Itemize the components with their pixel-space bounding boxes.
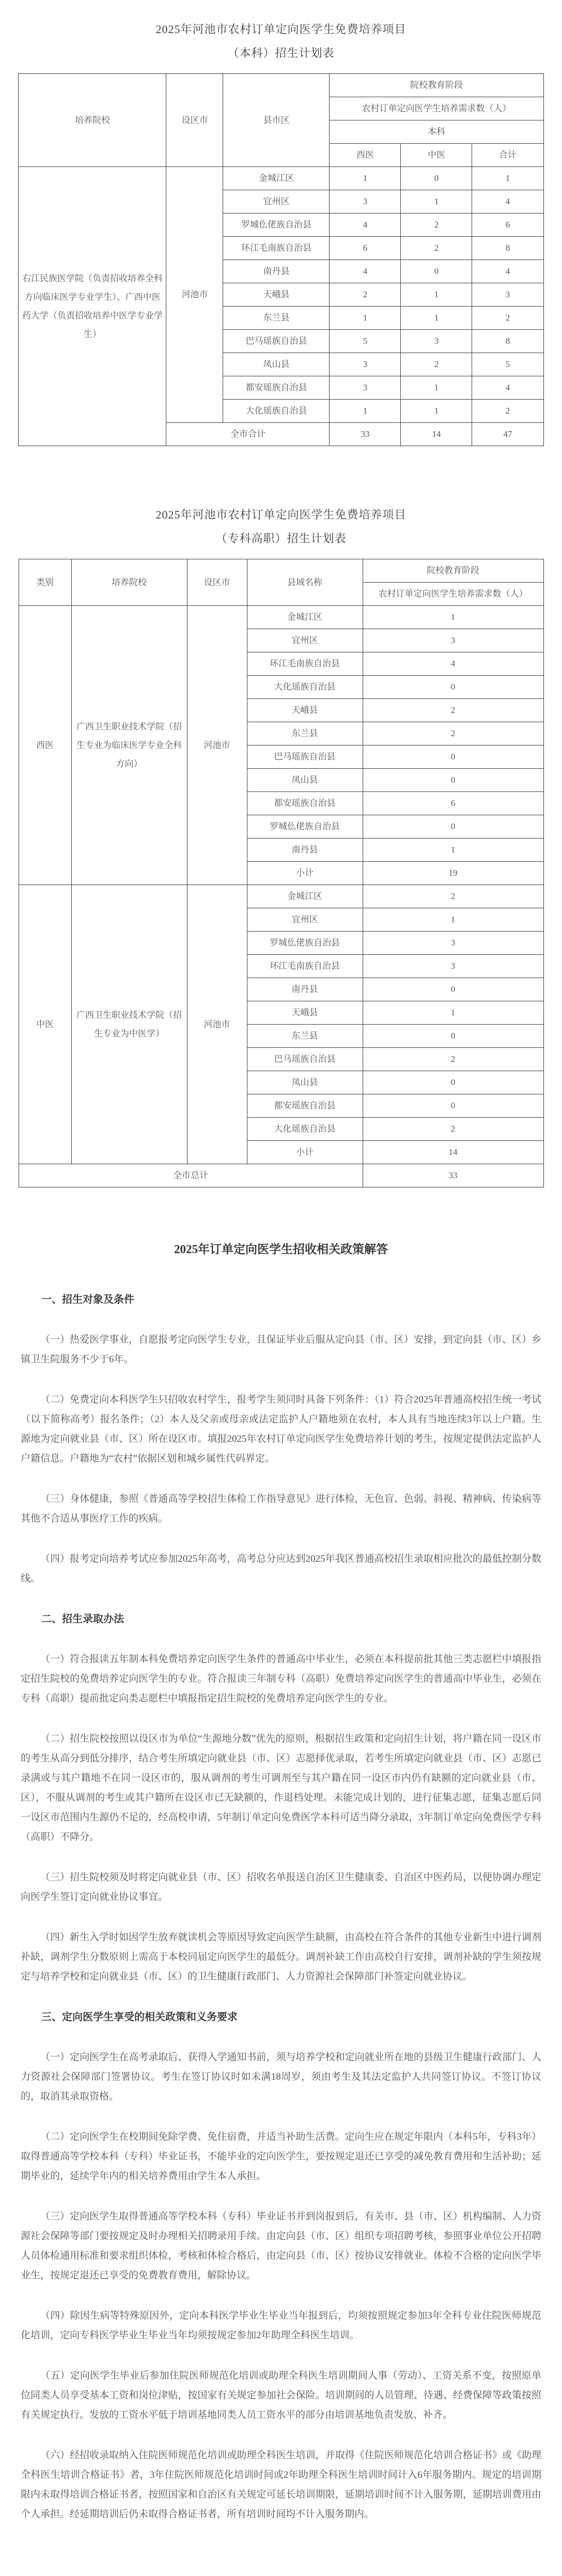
t2-county-cell: 都安瑶族自治县 bbox=[247, 792, 363, 815]
table-row bbox=[19, 885, 543, 908]
t2-header-city: 设区市 bbox=[187, 559, 247, 606]
t2-header-school: 培养院校 bbox=[71, 559, 187, 606]
t1-total-cell: 4 bbox=[472, 260, 543, 283]
t1-tcm-cell: 1 bbox=[401, 190, 472, 214]
table-row bbox=[19, 606, 543, 629]
t2-value-cell: 2 bbox=[363, 885, 543, 908]
t1-header-county: 县市区 bbox=[223, 74, 330, 167]
t2-value-cell: 1 bbox=[363, 839, 543, 862]
t1-tcm-cell: 1 bbox=[401, 307, 472, 330]
t2-value-cell: 0 bbox=[363, 1071, 543, 1094]
policy-paragraph: （一）热爱医学事业，自愿报考定向医学生专业，且保证毕业后服从定向县（市、区）安排，到定向县（市、区）乡镇卫生院服务不少于6年。 bbox=[21, 1334, 541, 1365]
t1-footer-tcm: 14 bbox=[401, 423, 472, 446]
t1-county-cell: 环江毛南族自治县 bbox=[223, 237, 330, 260]
t1-tcm-cell: 0 bbox=[401, 260, 472, 283]
t1-county-cell: 凤山县 bbox=[223, 353, 330, 376]
t1-header-city: 设区市 bbox=[166, 74, 223, 167]
t1-footer-label: 全市合计 bbox=[166, 423, 330, 446]
table1-title-line2: （本科）招生计划表 bbox=[227, 47, 335, 59]
policy-paragraph: （二）免费定向本科医学生只招收农村学生，报考学生须同时具备下列条件：（1）符合2025年普通高校招生统一考试（以下简称高考）报名条件；（2）本人及父亲或母亲或法定监护人户籍地须在农村，本人具有当地连续3年以上户籍。生源地为定向就业县（市、区）所在设区市。填报2025年农村订单定向医学生免费培养计划的考生，按规定提供法定监护人户籍信息。户籍地为“农村”依据区划和城乡属性代码界定。 bbox=[21, 1394, 541, 1464]
t2-subtotal-label: 小计 bbox=[247, 862, 363, 885]
t1-west-cell: 6 bbox=[330, 237, 401, 260]
t2-g1-city: 河池市 bbox=[187, 885, 247, 1164]
t2-footer-value: 33 bbox=[363, 1164, 543, 1187]
table1-title-block bbox=[0, 18, 562, 65]
t2-county-cell: 宜州区 bbox=[247, 908, 363, 932]
t1-total-cell: 4 bbox=[472, 190, 543, 214]
t2-county-cell: 凤山县 bbox=[247, 769, 363, 792]
t1-west-cell: 5 bbox=[330, 330, 401, 353]
t1-west-cell: 3 bbox=[330, 376, 401, 400]
t2-county-cell: 天峨县 bbox=[247, 1001, 363, 1025]
t2-value-cell: 1 bbox=[363, 606, 543, 629]
t1-total-cell: 6 bbox=[472, 214, 543, 237]
table2-wrapper bbox=[0, 559, 562, 1187]
t1-county-cell: 大化瑶族自治县 bbox=[223, 400, 330, 423]
t1-header-stage: 院校教育阶段 bbox=[330, 74, 543, 97]
t1-header-demand: 农村订单定向医学生培养需求数（人） bbox=[330, 97, 543, 120]
t1-header-tcm: 中医 bbox=[401, 144, 472, 167]
t1-tcm-cell: 2 bbox=[401, 353, 472, 376]
t2-footer-label: 全市总计 bbox=[19, 1164, 363, 1187]
t2-value-cell: 1 bbox=[363, 1001, 543, 1025]
t2-county-cell: 凤山县 bbox=[247, 1071, 363, 1094]
t1-total-cell: 5 bbox=[472, 353, 543, 376]
table1-title-line1: 2025年河池市农村订单定向医学生免费培养项目 bbox=[155, 23, 407, 36]
t2-county-cell: 环江毛南族自治县 bbox=[247, 652, 363, 676]
t2-g0-city: 河池市 bbox=[187, 606, 247, 885]
policy-paragraph: （一）定向医学生在高考录取后、获得入学通知书前，须与培养学校和定向就业所在地的县级卫生健康行政部门、人力资源社会保障部门签署协议。考生在签订协议时如未满18周岁，须由考生及其法定监护人共同签订协议。不签订协议的，取消其录取资格。 bbox=[21, 2052, 541, 2102]
t1-total-cell: 2 bbox=[472, 400, 543, 423]
t1-west-cell: 4 bbox=[330, 214, 401, 237]
t2-g0-school: 广西卫生职业技术学院（招生专业为临床医学专业全科方向） bbox=[71, 606, 187, 885]
t2-value-cell: 0 bbox=[363, 745, 543, 769]
t2-value-cell: 4 bbox=[363, 652, 543, 676]
t1-tcm-cell: 1 bbox=[401, 283, 472, 307]
t1-county-cell: 金城江区 bbox=[223, 167, 330, 190]
t1-city-cell: 河池市 bbox=[166, 167, 223, 423]
benke-plan-table bbox=[18, 73, 543, 446]
t2-county-cell: 巴马瑶族自治县 bbox=[247, 745, 363, 769]
t2-value-cell: 0 bbox=[363, 1094, 543, 1118]
t2-header-demand: 农村订单定向医学生培养需求数（人） bbox=[363, 583, 543, 606]
t2-subtotal-value: 19 bbox=[363, 862, 543, 885]
t2-county-cell: 东兰县 bbox=[247, 1025, 363, 1048]
t1-county-cell: 东兰县 bbox=[223, 307, 330, 330]
table1-wrapper bbox=[0, 73, 562, 446]
t2-subtotal-value: 14 bbox=[363, 1141, 543, 1164]
t1-total-cell: 3 bbox=[472, 283, 543, 307]
t1-west-cell: 1 bbox=[330, 167, 401, 190]
t2-value-cell: 3 bbox=[363, 932, 543, 955]
t2-county-cell: 宜州区 bbox=[247, 629, 363, 652]
section3-heading: 三、定向医学生享受的相关政策和义务要求 bbox=[41, 2011, 238, 2023]
t2-header-county: 县域名称 bbox=[247, 559, 363, 606]
t1-tcm-cell: 1 bbox=[401, 376, 472, 400]
t2-county-cell: 南丹县 bbox=[247, 978, 363, 1001]
policy-paragraph: （二）招生院校按照以设区市为单位“生源地分数”优先的原则，根据招生政策和定向招生计划，将户籍在同一设区市的考生从高分到低分排序，结合考生所填定向就业县（市、区）志愿择优录取，若考生所填定向就业县（市、区）志愿已录满或与其户籍地不在同一设区市的，服从调剂的考生可调剂至与其户籍在同一设区市内仍有缺额的定向就业县（市、区），不服从调剂的考生或其户籍所在设区市已无缺额的，作退档处理。未能完成计划的，进行征集志愿，征集志愿后同一设区市范围内生源仍不足的，经高校申请，5年制订单定向免费医学本科可适当降分录取，3年制订单定向免费医学专科（高职）不降分。 bbox=[21, 1733, 541, 1842]
policy-paragraph: （六）经招收录取纳入住院医师规范化培训或助理全科医生培训，并取得《住院医师规范化培训合格证书》或《助理全科医生培训合格证书》者，3年住院医师规范化培训时间或2年助理全科医生培训时间计入6年服务期内。规定的培训期限内未取得培训合格证书者，按照国家和自治区有关规定可延长培训期限，延期培训时间不计入服务期，延期培训费用由个人承担。经延期培训后仍未取得合格证书者，所有培训时间均不计入服务期内。 bbox=[21, 2450, 541, 2520]
t2-subtotal-label: 小计 bbox=[247, 1141, 363, 1164]
t1-total-cell: 4 bbox=[472, 376, 543, 400]
t1-total-cell: 8 bbox=[472, 330, 543, 353]
t2-value-cell: 3 bbox=[363, 955, 543, 978]
policy-paragraph: （一）符合报读五年制本科免费培养定向医学生条件的普通高中毕业生，必须在本科提前批其他三类志愿栏中填报指定招生院校的免费培养定向医学生的专业。符合报读三年制专科（高职）免费培养定向医学生的普通高中毕业生，必须在专科（高职）提前批定向类志愿栏中填报指定招生院校的免费培养定向医学生的专业。 bbox=[21, 1654, 541, 1704]
t1-footer-total: 47 bbox=[472, 423, 543, 446]
t1-county-cell: 宜州区 bbox=[223, 190, 330, 214]
t1-footer-west: 33 bbox=[330, 423, 401, 446]
t1-total-cell: 1 bbox=[472, 167, 543, 190]
t2-value-cell: 0 bbox=[363, 815, 543, 839]
section1-heading: 一、招生对象及条件 bbox=[41, 1294, 134, 1305]
table2-title-line2: （专科高职）招生计划表 bbox=[215, 532, 347, 545]
policy-paragraph: （二）定向医学生在校期间免除学费、免住宿费，并适当补助生活费。定向生应在规定年限内（本科5年，专科3年）取得普通高等学校本科（专科）毕业证书，不能毕业的定向医学生，要按规定退还已享受的减免教育费用和生活补助；延期毕业的，延续学年内的相关培养费用由学生本人承担。 bbox=[21, 2131, 541, 2182]
t1-county-cell: 罗城仫佬族自治县 bbox=[223, 214, 330, 237]
policy-paragraph: （五）定向医学生毕业后参加住院医师规范化培训或助理全科医生培训期间人事（劳动）、工资关系不变，按照原单位同类人员享受基本工资和岗位津贴，按国家有关规定参加社会保险。培训期间的人员管理、待遇、经费保障等政策按照有关规定执行。发放的工资水平低于培训基地同类人员工资水平的部分由培训基地负责发放、补齐。 bbox=[21, 2370, 541, 2420]
t1-west-cell: 1 bbox=[330, 400, 401, 423]
t1-total-cell: 2 bbox=[472, 307, 543, 330]
t2-county-cell: 巴马瑶族自治县 bbox=[247, 1048, 363, 1071]
t2-county-cell: 金城江区 bbox=[247, 606, 363, 629]
t2-g1-school: 广西卫生职业技术学院（招生专业为中医学） bbox=[71, 885, 187, 1164]
policy-paragraph: （四）报考定向培养考试应参加2025年高考，高考总分应达到2025年我区普通高校招生录取相应批次的最低控制分数线。 bbox=[21, 1553, 541, 1584]
table-row bbox=[19, 74, 543, 97]
t2-value-cell: 0 bbox=[363, 769, 543, 792]
t2-county-cell: 天峨县 bbox=[247, 699, 363, 722]
t2-g1-category: 中医 bbox=[19, 885, 71, 1164]
policy-paragraph: （四）除因生病等特殊原因外，定向本科医学毕业生毕业当年报到后，均须按照规定参加3年全科专业住院医师规范化培训，定向专科医学毕业生毕业当年均须按规定参加2年助理全科医生培训。 bbox=[21, 2310, 541, 2341]
policy-paragraph: （四）新生入学时如因学生放弃就读机会等原因导致定向医学生缺额，由高校在符合条件的其他专业新生中进行调剂补缺，调剂学生分数原则上需高于本校同届定向医学生的最低分。调剂补缺工作由高校自行安排，调剂补缺的学生须按规定与培养学校和定向就业县（市、区）的卫生健康行政部门、人力资源社会保障部门补签定向就业协议。 bbox=[21, 1932, 541, 1982]
t2-county-cell: 罗城仫佬族自治县 bbox=[247, 932, 363, 955]
t2-value-cell: 2 bbox=[363, 1048, 543, 1071]
table2-title-block bbox=[0, 503, 562, 551]
t2-header-category: 类别 bbox=[19, 559, 71, 606]
t2-county-cell: 大化瑶族自治县 bbox=[247, 676, 363, 699]
t2-g0-category: 西医 bbox=[19, 606, 71, 885]
t1-west-cell: 3 bbox=[330, 190, 401, 214]
policy-section bbox=[0, 1239, 562, 2524]
t2-county-cell: 东兰县 bbox=[247, 722, 363, 745]
policy-paragraph: （三）定向医学生取得普通高等学校本科（专科）毕业证书并到岗报到后，有关市、县（市、区）机构编制、人力资源社会保障等部门要按规定及时办理相关招聘录用手续。由定向县（市、区）组织专项招聘考核，参照事业单位公开招聘人员体检通用标准和要求组织体检，考核和体检合格后，由定向县（市、区）按协议安排就业。体检不合格的定向医学毕业生，按规定退还已享受的免费教育费用，解除协议。 bbox=[21, 2211, 541, 2281]
table-row bbox=[19, 559, 543, 583]
policy-title: 2025年订单定向医学生招收相关政策解答 bbox=[174, 1243, 388, 1256]
table2-title-line1: 2025年河池市农村订单定向医学生免费培养项目 bbox=[155, 508, 407, 521]
t1-tcm-cell: 1 bbox=[401, 400, 472, 423]
t2-county-cell: 罗城仫佬族自治县 bbox=[247, 815, 363, 839]
t2-value-cell: 0 bbox=[363, 1025, 543, 1048]
zhuanke-plan-table bbox=[19, 559, 544, 1187]
t1-west-cell: 2 bbox=[330, 283, 401, 307]
t1-west-cell: 3 bbox=[330, 353, 401, 376]
t1-tcm-cell: 3 bbox=[401, 330, 472, 353]
t2-value-cell: 2 bbox=[363, 722, 543, 745]
section2-heading: 二、招生录取办法 bbox=[41, 1613, 124, 1625]
t1-header-total: 合计 bbox=[472, 144, 543, 167]
table-row bbox=[19, 167, 543, 190]
t1-tcm-cell: 2 bbox=[401, 237, 472, 260]
t1-header-school: 培养院校 bbox=[19, 74, 166, 167]
t1-header-west: 西医 bbox=[330, 144, 401, 167]
t1-total-cell: 8 bbox=[472, 237, 543, 260]
t1-county-cell: 都安瑶族自治县 bbox=[223, 376, 330, 400]
t1-west-cell: 4 bbox=[330, 260, 401, 283]
t1-header-level: 本科 bbox=[330, 120, 543, 144]
policy-paragraph: （三）身体健康，参照《普通高等学校招生体检工作指导意见》进行体检，无色盲、色弱、斜视、精神病、传染病等其他不合适从事医疗工作的疾病。 bbox=[21, 1493, 541, 1524]
t1-county-cell: 南丹县 bbox=[223, 260, 330, 283]
t1-tcm-cell: 2 bbox=[401, 214, 472, 237]
t1-county-cell: 天峨县 bbox=[223, 283, 330, 307]
policy-paragraph: （三）招生院校须及时将定向就业县（市、区）招收名单报送自治区卫生健康委、自治区中医药局，以便协调办理定向医学生签订定向就业协议事宜。 bbox=[21, 1872, 541, 1902]
t2-value-cell: 0 bbox=[363, 978, 543, 1001]
t2-value-cell: 3 bbox=[363, 629, 543, 652]
t2-value-cell: 6 bbox=[363, 792, 543, 815]
t2-county-cell: 都安瑶族自治县 bbox=[247, 1094, 363, 1118]
t1-tcm-cell: 0 bbox=[401, 167, 472, 190]
t2-county-cell: 金城江区 bbox=[247, 885, 363, 908]
t1-county-cell: 巴马瑶族自治县 bbox=[223, 330, 330, 353]
t2-value-cell: 0 bbox=[363, 676, 543, 699]
t2-value-cell: 2 bbox=[363, 699, 543, 722]
t2-value-cell: 1 bbox=[363, 908, 543, 932]
t2-county-cell: 南丹县 bbox=[247, 839, 363, 862]
table-row bbox=[19, 1164, 543, 1187]
t2-county-cell: 环江毛南族自治县 bbox=[247, 955, 363, 978]
t2-county-cell: 大化瑶族自治县 bbox=[247, 1118, 363, 1141]
t2-header-stage: 院校教育阶段 bbox=[363, 559, 543, 583]
t1-west-cell: 1 bbox=[330, 307, 401, 330]
t1-school-cell: 右江民族医学院（负责招收培养全科方向临床医学专业学生）、广西中医药大学（负责招收培养中医学专业学生） bbox=[19, 167, 166, 446]
t2-value-cell: 2 bbox=[363, 1118, 543, 1141]
